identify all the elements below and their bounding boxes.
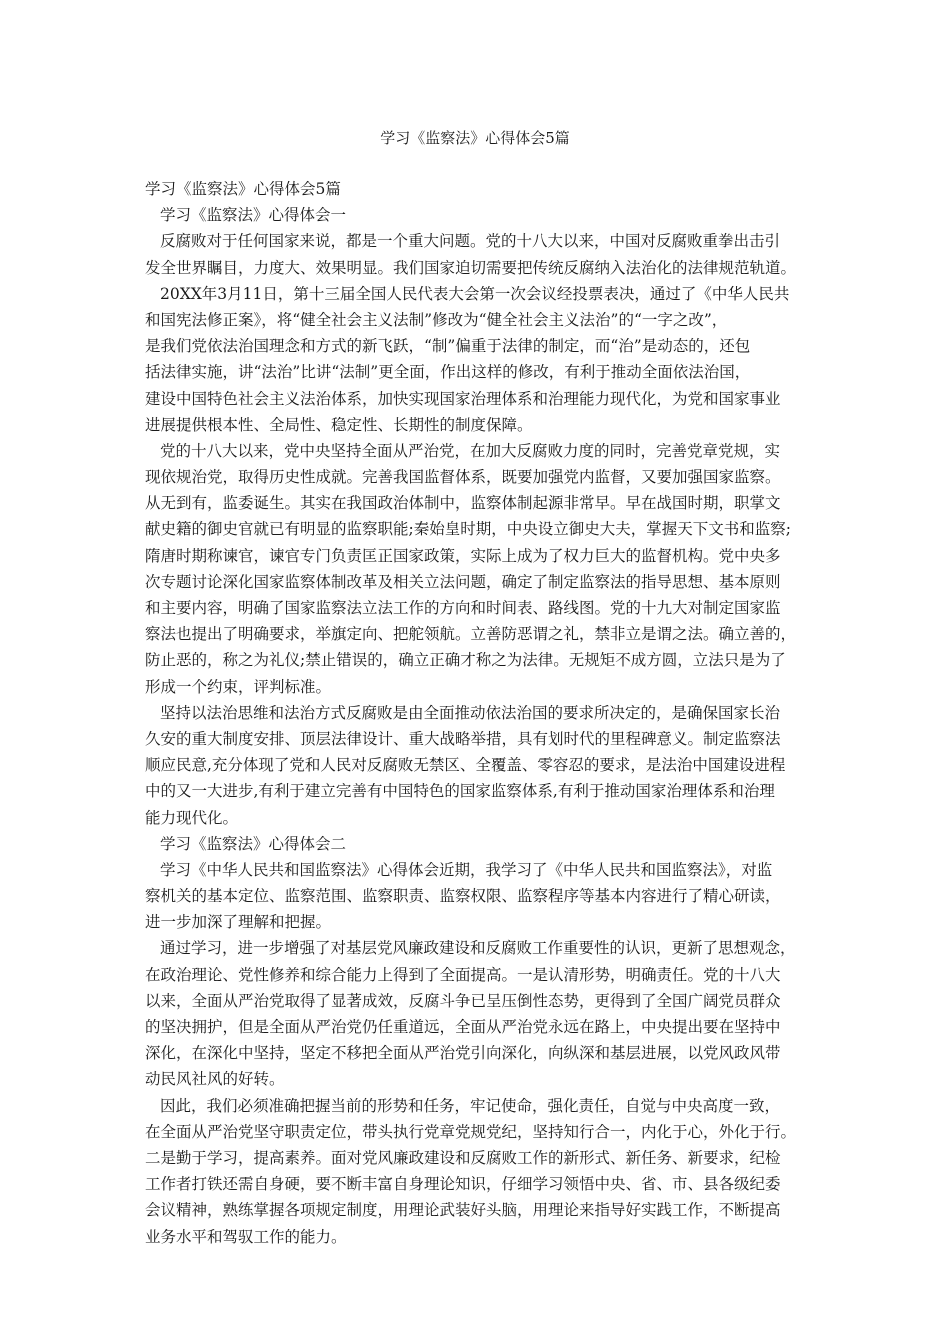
text-line: 现依规治党，取得历史性成就。完善我国监督体系，既要加强党内监督，又要加强国家监察。 [145,468,781,487]
document-body [145,176,820,1250]
text-line: 坚持以法治思维和法治方式反腐败是由全面推动依法治国的要求所决定的，是确保国家长治 [160,703,781,722]
text-line: 学习《监察法》心得体会一 [160,206,347,225]
text-line: 和国宪法修正案》，将“健全社会主义法制”修改为“健全社会主义法治”的“一字之改”， [145,310,728,329]
text-line: 学习《中华人民共和国监察法》心得体会近期，我学习了《中华人民共和国监察法》，对监 [160,860,773,879]
text-line: 中的又一大进步,有利于建立完善有中国特色的国家监察体系,有利于推动国家治理体系和治理 [145,782,775,801]
text-line: 顺应民意,充分体现了党和人民对反腐败无禁区、全覆盖、零容忍的要求，是法治中国建设进程 [145,756,786,775]
text-line: 以来，全面从严治党取得了显著成效，反腐斗争已呈压倒性态势，更得到了全国广阔党员群众 [145,991,781,1010]
text-line: 在政治理论、党性修养和综合能力上得到了全面提高。一是认清形势，明确责任。党的十八大 [145,965,781,984]
text-line: 通过学习，进一步增强了对基层党风廉政建设和反腐败工作重要性的认识，更新了思想观念， [160,939,796,958]
text-line: 进一步加深了理解和把握。 [145,913,332,932]
text-line: 隋唐时期称谏官，谏官专门负责匡正国家政策，实际上成为了权力巨大的监督机构。党中央多 [145,546,781,565]
text-line: 从无到有，监委诞生。其实在我国政治体制中，监察体制起源非常早。早在战国时期，职掌文 [145,494,781,513]
text-line: 久安的重大制度安排、顶层法律设计、重大战略举措，具有划时代的里程碑意义。制定监察法 [145,729,781,748]
text-line: 次专题讨论深化国家监察体制改革及相关立法问题，确定了制定监察法的指导思想、基本原则 [145,572,781,591]
text-line: 二是勤于学习，提高素养。面对党风廉政建设和反腐败工作的新形式、新任务、新要求，纪检 [145,1148,781,1167]
text-line: 业务水平和驾驭工作的能力。 [145,1227,347,1246]
text-line: 学习《监察法》心得体会二 [160,834,347,853]
text-line: 动民风社风的好转。 [145,1070,285,1089]
text-line: 察机关的基本定位、监察范围、监察职责、监察权限、监察程序等基本内容进行了精心研读， [145,887,781,906]
text-line: 学习《监察法》心得体会5篇 [145,180,341,198]
text-line: 献史籍的御史官就已有明显的监察职能;秦始皇时期，中央设立御史大夫，掌握天下文书和监察; [145,520,791,539]
text-line: 察法也提出了明确要求，举旗定向、把舵领航。立善防恶谓之礼，禁非立是谓之法。确立善的， [145,625,797,644]
text-line: 20XX年3月11日，第十三届全国人民代表大会第一次会议经投票表决，通过了《中华人民共 [160,284,790,303]
text-line: 会议精神，熟练掌握各项规定制度，用理论武装好头脑，用理论来指导好实践工作，不断提高 [145,1201,781,1220]
document-title: 学习《监察法》心得体会5篇 [380,129,570,147]
text-line: 反腐败对于任何国家来说，都是一个重大问题。党的十八大以来，中国对反腐败重拳出击引 [160,232,781,251]
text-line: 建设中国特色社会主义法治体系，加快实现国家治理体系和治理能力现代化，为党和国家事业 [145,389,781,408]
text-line: 在全面从严治党坚守职责定位，带头执行党章党规党纪，坚持知行合一，内化于心，外化于行。 [145,1122,797,1141]
text-line: 形成一个约束，评判标准。 [145,677,332,696]
text-line: 因此，我们必须准确把握当前的形势和任务，牢记使命，强化责任，自觉与中央高度一致， [160,1096,781,1115]
text-line: 防止恶的，称之为礼仪;禁止错误的，确立正确才称之为法律。无规矩不成方圆，立法只是为了 [145,651,786,670]
text-line: 是我们党依法治国理念和方式的新飞跃，“制”偏重于法律的制定，而“治”是动态的，还包 [145,337,751,356]
text-line: 深化，在深化中坚持，坚定不移把全面从严治党引向深化，向纵深和基层进展，以党风政风带 [145,1044,781,1063]
text-line: 党的十八大以来，党中央坚持全面从严治党，在加大反腐败力度的同时，完善党章党规，实 [160,441,781,460]
text-line: 括法律实施，讲“法治”比讲“法制”更全面，作出这样的修改，有利于推动全面依法治国， [145,363,751,382]
text-line: 进展提供根本性、全局性、稳定性、长期性的制度保障。 [145,415,533,434]
text-line: 的坚决拥护，但是全面从严治党仍任重道远，全面从严治党永远在路上，中央提出要在坚持中 [145,1018,781,1036]
text-line: 发全世界瞩目，力度大、效果明显。我们国家迫切需要把传统反腐纳入法治化的法律规范轨道。 [145,258,797,277]
text-line: 和主要内容，明确了国家监察法立法工作的方向和时间表、路线图。党的十九大对制定国家监 [145,599,781,617]
text-line: 能力现代化。 [145,808,239,827]
text-line: 工作者打铁还需自身硬，要不断丰富自身理论知识，仔细学习领悟中央、省、市、县各级纪委 [145,1175,781,1194]
